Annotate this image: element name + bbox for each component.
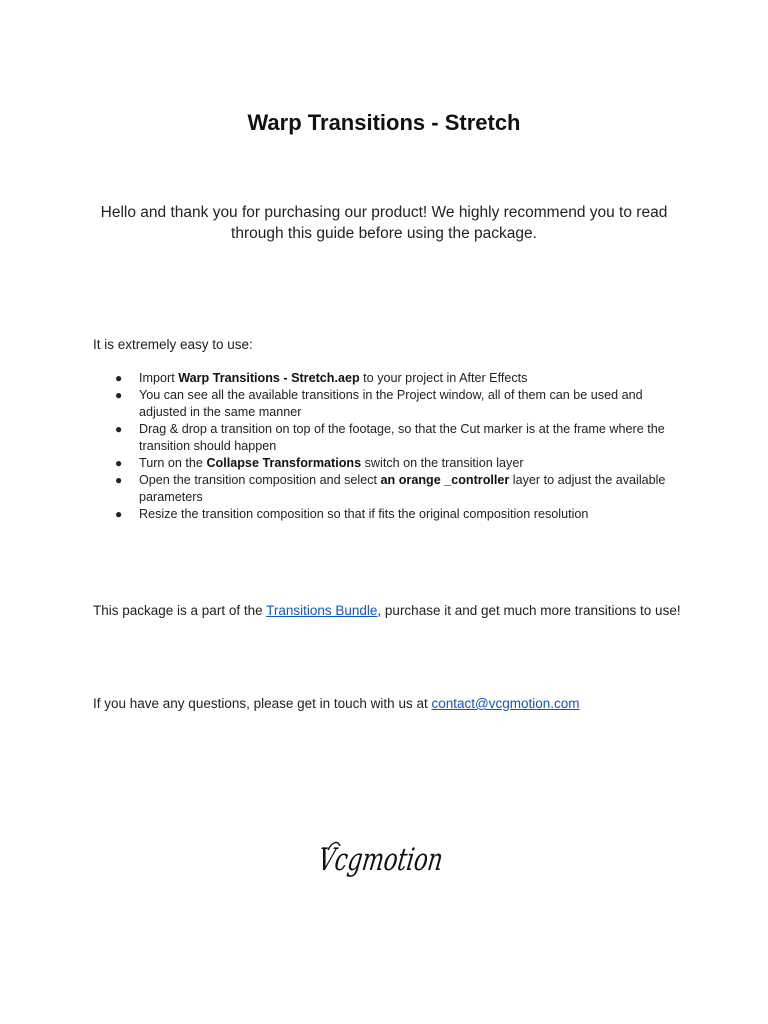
list-item <box>93 421 683 455</box>
contact-paragraph <box>93 694 693 713</box>
step-bold: Warp Transitions - Stretch.aep <box>178 371 360 385</box>
bundle-text: , purchase it and get much more transitions to use! <box>377 603 681 618</box>
step-text: Drag & drop a transition on top of the footage, so that the Cut marker is at the frame where the transition should happen <box>139 422 665 453</box>
intro-paragraph: Hello and thank you for purchasing our product! We highly recommend you to read through this guide before using the package. <box>100 204 668 242</box>
bundle-paragraph <box>93 601 683 620</box>
transitions-bundle-link[interactable]: Transitions Bundle <box>266 603 378 618</box>
bundle-text: This package is a part of the <box>93 603 267 618</box>
contact-email-link[interactable]: contact@vcgmotion.com <box>431 696 580 711</box>
bullet-icon: ● <box>115 456 123 470</box>
bullet-icon: ● <box>115 507 123 521</box>
step-text: Open the transition composition and select <box>139 473 381 487</box>
list-item <box>93 455 683 472</box>
step-text: Resize the transition composition so that if fits the original composition resolution <box>139 507 589 521</box>
step-bold: an orange _controller <box>380 473 510 487</box>
vcgmotion-logo <box>316 836 490 890</box>
list-item <box>93 472 683 506</box>
logo-wordmark: Vcgmotion <box>316 842 490 878</box>
contact-text: If you have any questions, please get in touch with us at <box>93 696 432 711</box>
bullet-icon: ● <box>115 388 123 402</box>
step-text: to your project in After Effects <box>359 371 528 385</box>
bullet-icon: ● <box>115 422 123 436</box>
bullet-icon: ● <box>115 473 123 487</box>
step-text: layer to adjust the available parameters <box>139 473 666 504</box>
step-text: Turn on the <box>139 456 207 470</box>
list-item <box>93 370 683 387</box>
step-text: switch on the transition layer <box>361 456 524 470</box>
step-bold: Collapse Transformations <box>206 456 362 470</box>
list-item <box>93 506 683 523</box>
steps-list <box>93 370 683 523</box>
usage-heading: It is extremely easy to use: <box>93 337 253 352</box>
step-text: Import <box>139 371 179 385</box>
step-text: You can see all the available transitions in the Project window, all of them can be used and adjusted in the same manner <box>139 388 643 419</box>
page-title: Warp Transitions - Stretch <box>247 110 521 135</box>
list-item <box>93 387 683 421</box>
bullet-icon: ● <box>115 371 123 385</box>
